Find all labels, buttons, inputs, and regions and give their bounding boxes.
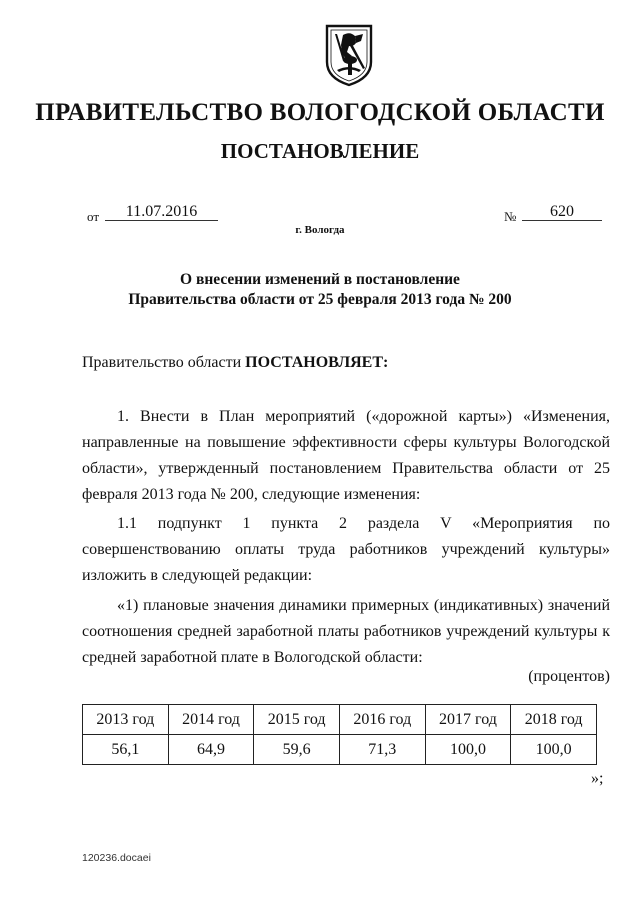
table-row — [83, 735, 597, 765]
intro-paragraph — [82, 350, 610, 376]
footer-filename: 120236.docaei — [82, 852, 151, 864]
number-value: 620 — [522, 203, 602, 221]
paragraph-1-2: «1) плановые значения динамики примерных (индикативных) значений соотношения средней заработной платы работников учреждений культуры к средней заработной плате в Вологодской области: — [82, 597, 610, 666]
table-header-cell: 2015 год — [254, 705, 340, 735]
table-value-cell: 59,6 — [254, 735, 340, 765]
date-label: от — [87, 209, 100, 224]
coat-of-arms-emblem — [321, 22, 377, 88]
intro-verb: ПОСТАНОВЛЯЕТ: — [245, 354, 389, 371]
subject-line-1: О внесении изменений в постановление — [180, 271, 460, 288]
indicator-table — [82, 704, 597, 765]
table-value-cell: 71,3 — [339, 735, 425, 765]
table-header-cell: 2018 год — [511, 705, 597, 735]
intro-lead: Правительство области — [82, 354, 246, 371]
table-unit-label: (процентов) — [528, 668, 610, 685]
table-header-cell: 2016 год — [339, 705, 425, 735]
paragraph-1-1: 1.1 подпункт 1 пункта 2 раздела V «Мероприятия по совершенствованию оплаты труда работников учреждений культуры» изложить в следующей редакции: — [82, 515, 610, 584]
table-header-cell: 2014 год — [168, 705, 254, 735]
table-header-row — [83, 705, 597, 735]
table-value-cell: 100,0 — [511, 735, 597, 765]
table-header-cell: 2013 год — [83, 705, 169, 735]
table-value-cell: 100,0 — [425, 735, 511, 765]
table-value-cell: 56,1 — [83, 735, 169, 765]
date-value: 11.07.2016 — [105, 203, 218, 221]
city-label: г. Вологда — [295, 224, 345, 236]
closing-quote: »; — [591, 770, 604, 787]
number-label: № — [504, 209, 517, 224]
document-type-title: ПОСТАНОВЛЕНИЕ — [220, 139, 420, 163]
paragraph-1: 1. Внести в План мероприятий («дорожной карты») «Изменения, направленные на повышение эффективности сферы культуры Вологодской области», утвержденный постановлением Правительства области от 25 февраля 2013 года № 200, следующие изменения: — [82, 408, 610, 503]
subject-heading — [0, 270, 640, 310]
organization-title: ПРАВИТЕЛЬСТВО ВОЛОГОДСКОЙ ОБЛАСТИ — [35, 99, 605, 126]
subject-line-2: Правительства области от 25 февраля 2013 года № 200 — [128, 291, 512, 308]
table-value-cell: 64,9 — [168, 735, 254, 765]
table-header-cell: 2017 год — [425, 705, 511, 735]
